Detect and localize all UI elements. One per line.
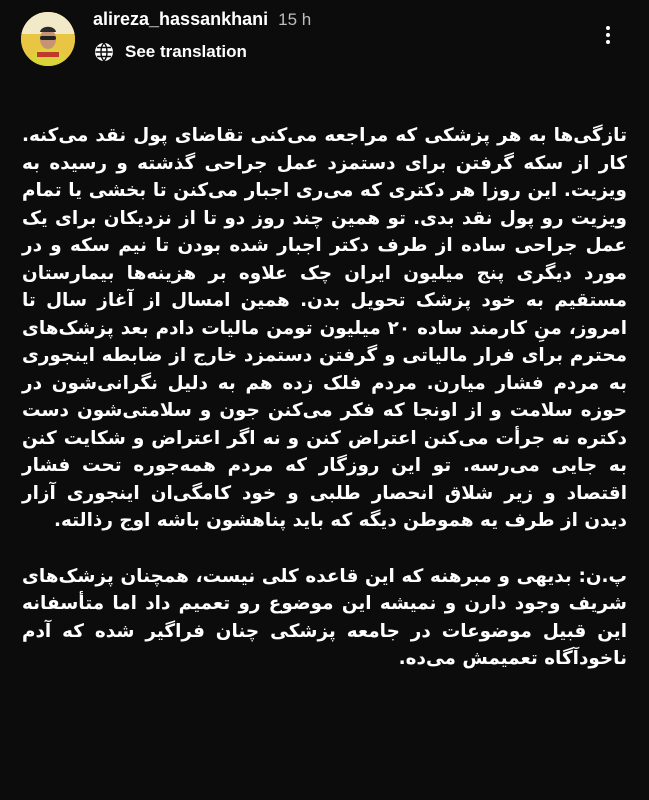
globe-icon [93,41,115,63]
see-translation-button[interactable] [93,40,247,64]
more-options-button[interactable] [596,20,620,50]
username-row [93,9,311,33]
story-text [22,122,627,673]
avatar[interactable] [21,12,75,66]
timestamp: 15 h [278,10,312,29]
story-paragraph-main: تازگی‌ها به هر پزشکی که مراجعه می‌کنی تقاضای پول نقد می‌کنه. کار از سکه گرفتن برای دستمزد عمل جراحی گذشته و رسیده به ویزیت. این روزا هر دکتری که می‌ری اجبار می‌کنن تا بخشی یا تمام ویزیت رو پول نقد بدی. تو همین چند روز دو تا از نزدیکان برای یک عمل جراحی ساده از طرف دکتر اجبار شده بودن تا نیم سکه و در مورد دیگری پنج میلیون ایران چک علاوه بر هزینه‌ها بیمارستان مستقیم به خود پزشک تحویل بدن. همین امسال از آغاز سال تا امروز، منِ کارمند ساده ۲۰ میلیون تومن مالیات دادم بعد پزشک‌های محترم برای فرار مالیاتی و گرفتن دستمزد خارج از ضابطه اینجوری به مردم فشار میارن. مردم فلک زده هم به دلیل نگرانی‌شون در حوزه سلامت و از اونجا که فکر می‌کنن جون و سلامتی‌شون دست دکتره نه جرأت می‌کنن اعتراض کنن و نه اگر اعتراض و شکایت کنن به جایی می‌رسه. تو این روزگار که مردم همه‌جوره تحت فشار اقتصاد و زیر شلاق انحصار طلبی و خود کامگی‌ان اینجوری آزار دیدن از طرف یه هموطن دیگه که باید پناهشون باشه اوج رذالته. [22,125,628,531]
story-header [0,0,649,80]
story-paragraph-note: پ.ن: بدیهی و مبرهنه که این قاعده کلی نیست، همچنان پزشک‌های شریف وجود دارن و نمیشه این موضوع رو تعمیم داد اما متأسفانه این قبیل موضوعات در جامعه پزشکی چنان فراگیر شده که آدم ناخودآگاه تعمیمش می‌ده. [22,565,627,669]
see-translation-label: See translation [125,42,247,61]
username[interactable]: alireza_hassankhani [93,9,269,29]
more-vertical-icon [606,26,610,30]
paragraph-spacer [22,535,627,563]
avatar-image [21,12,75,66]
